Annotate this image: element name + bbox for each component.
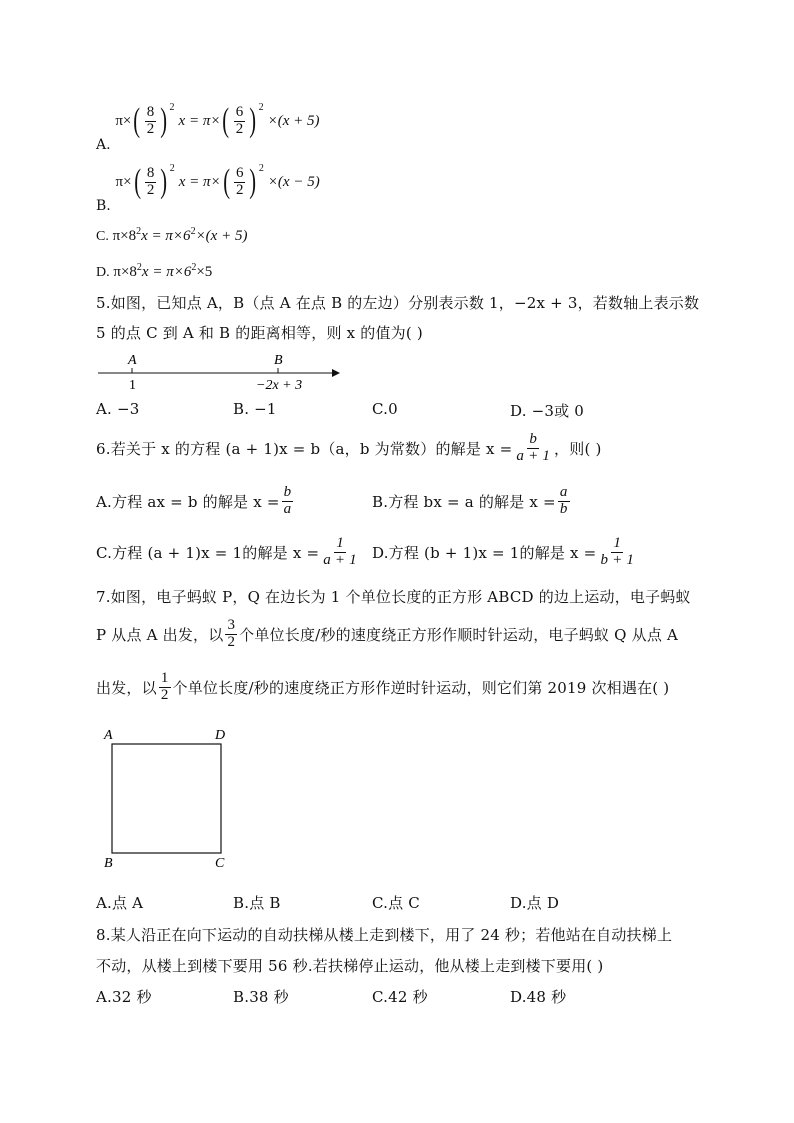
q7-square-diagram: [94, 724, 244, 874]
q7-option-d: D.点 D: [510, 894, 560, 912]
q8-option-a: A.32 秒: [96, 988, 152, 1006]
q7-stem-line2: P 从点 A 出发，以 $\frac{3}{2}$ 个单位长度/秒的速度绕正方形作顺时针运动，电子蚂蚁 Q 从点 A: [96, 617, 679, 650]
vertex-c-label: C: [215, 856, 225, 871]
q4-option-a-equation: π× ( $\frac{8}{2}$ ) 2 x = π× ( $\frac{6}{2}$ ) 2 ×(x + 5): [115, 101, 320, 139]
q6-stem: 6.若关于 x 的方程 (a + 1)x = b（a，b 为常数）的解是 x = $\frac{b}{a + 1}$ ，则( ): [96, 431, 602, 464]
q4-option-d: D. $\pi\times 8^2x = \pi\times 6^2\times 5$: [96, 262, 213, 280]
q5-option-c: C.0: [372, 400, 398, 418]
vertex-b-label: B: [104, 856, 113, 871]
q7-stem-line1: 7.如图，电子蚂蚁 P，Q 在边长为 1 个单位长度的正方形 ABCD 的边上运动，电子蚂蚁: [96, 588, 691, 606]
q8-stem-line1: 8.某人沿正在向下运动的自动扶梯从楼上走到楼下，用了 24 秒；若他站在自动扶梯上: [96, 926, 673, 944]
q5-option-d: D. −3或 0: [510, 402, 585, 420]
vertex-d-label: D: [215, 728, 226, 743]
q7-stem-line3: 出发，以 $\frac{1}{2}$ 个单位长度/秒的速度绕正方形作逆时针运动，则它们第 2019 次相遇在( ): [96, 670, 670, 703]
point-a-value: 1: [129, 378, 136, 392]
q4-option-b: B. π× ( $\frac{8}{2}$ ) 2 x = π× ( $\frac{6}{2}$ ) 2 ×(x − 5): [96, 162, 320, 214]
number-line-arrow-icon: [332, 369, 340, 377]
vertex-a-label: A: [104, 728, 113, 743]
square-abcd: [112, 744, 221, 853]
q4-option-b-equation: π× ( $\frac{8}{2}$ ) 2 x = π× ( $\frac{6}{2}$ ) 2 ×(x − 5): [115, 162, 320, 200]
q8-option-b: B.38 秒: [233, 988, 289, 1006]
q8-stem-line2: 不动，从楼上到楼下要用 56 秒.若扶梯停止运动，他从楼上走到楼下要用( ): [96, 957, 604, 975]
q5-stem-line2: 5 的点 C 到 A 和 B 的距离相等，则 x 的值为( ): [96, 324, 423, 342]
q7-option-a: A.点 A: [96, 894, 144, 912]
q7-option-c: C.点 C: [372, 894, 420, 912]
point-b-label: B: [274, 353, 283, 368]
q6-option-c: C.方程 (a + 1)x = 1的解是 x = $\frac{1}{a + 1}$: [96, 535, 357, 568]
q6-option-a: A.方程 ax = b 的解是 x = $\frac{b}{a}$: [96, 484, 292, 517]
q5-number-line: [96, 348, 346, 392]
q6-option-b: B.方程 bx = a 的解是 x = $\frac{a}{b}$: [372, 484, 568, 517]
q4-option-c: C. $\pi\times 8^2x = \pi\times 6^2\times(x + 5)$: [96, 226, 248, 244]
q8-option-d: D.48 秒: [510, 988, 567, 1006]
point-b-value: −2x + 3: [256, 378, 303, 392]
q4-option-a: A. π× ( $\frac{8}{2}$ ) 2 x = π× ( $\frac{6}{2}$ ) 2 ×(x + 5): [96, 101, 320, 153]
q6-option-d: D.方程 (b + 1)x = 1的解是 x = $\frac{1}{b + 1}$: [372, 535, 635, 568]
q7-option-b: B.点 B: [233, 894, 281, 912]
q5-option-b: B. −1: [233, 400, 277, 418]
q5-stem-line1: 5.如图，已知点 A，B（点 A 在点 B 的左边）分别表示数 1，−2x + 3，若数轴上表示数: [96, 294, 700, 312]
q8-option-c: C.42 秒: [372, 988, 428, 1006]
point-a-label: A: [128, 353, 137, 368]
q5-option-a: A. −3: [96, 400, 140, 418]
